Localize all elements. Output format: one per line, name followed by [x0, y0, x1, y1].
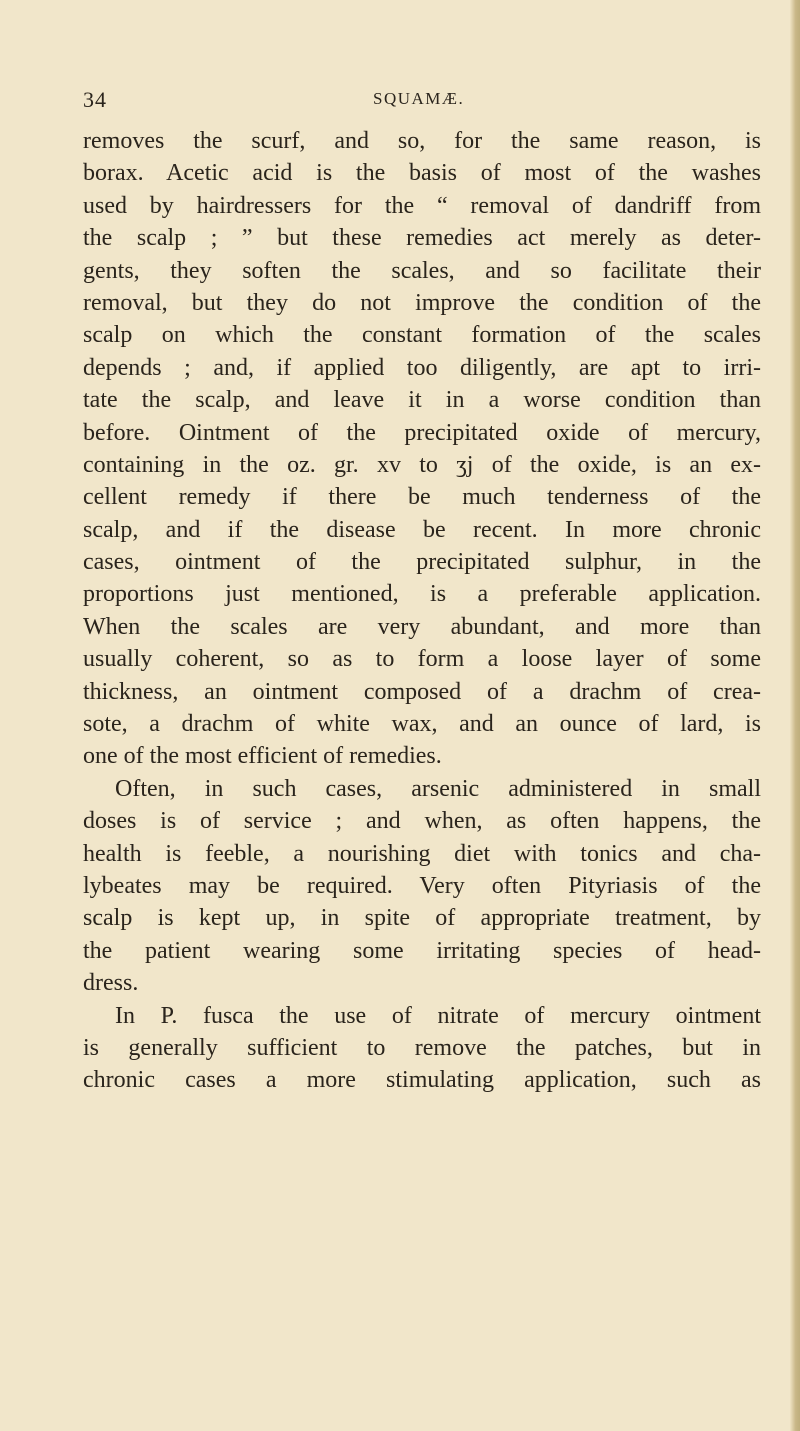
text-line: used by hairdressers for the “ removal of dandriff from — [83, 192, 761, 219]
text-line: lybeates may be required. Very often Pityriasis of the — [83, 872, 761, 899]
text-line: cases, ointment of the precipitated sulphur, in the — [83, 549, 761, 576]
text-line: tate the scalp, and leave it in a worse condition than — [83, 387, 761, 414]
text-line: usually coherent, so as to form a loose layer of some — [83, 646, 761, 673]
text-line: thickness, an ointment composed of a drachm of crea- — [83, 678, 761, 705]
text-line: chronic cases a more stimulating application, such as — [83, 1067, 761, 1094]
text-line: removal, but they do not improve the condition of the — [83, 289, 761, 316]
text-line: When the scales are very abundant, and more than — [83, 613, 761, 640]
text-line: is generally sufficient to remove the patches, but in — [83, 1034, 761, 1061]
text-line: proportions just mentioned, is a preferable application. — [83, 581, 761, 608]
text-line: borax. Acetic acid is the basis of most of the washes — [83, 160, 761, 187]
paragraph-end-line: one of the most efficient of remedies. — [83, 743, 442, 770]
text-line: containing in the oz. gr. xv to ʒj of the oxide, is an ex- — [83, 451, 761, 478]
text-line: removes the scurf, and so, for the same reason, is — [83, 128, 761, 154]
page-header — [83, 87, 743, 117]
text-line: gents, they soften the scales, and so facilitate their — [83, 257, 761, 284]
text-line: cellent remedy if there be much tenderness of the — [83, 484, 761, 511]
paragraph-start-line: In P. fusca the use of nitrate of mercury ointment — [115, 1002, 761, 1029]
text-line: scalp is kept up, in spite of appropriate treatment, by — [83, 905, 761, 932]
text-line: health is feeble, a nourishing diet with tonics and cha- — [83, 840, 761, 867]
text-line: the patient wearing some irritating species of head- — [83, 937, 761, 964]
text-line: before. Ointment of the precipitated oxide of mercury, — [83, 419, 761, 446]
page-edge-shadow — [790, 0, 800, 1431]
running-head: SQUAMÆ. — [373, 89, 465, 108]
text-line: scalp on which the constant formation of the scales — [83, 322, 761, 349]
text-line: scalp, and if the disease be recent. In more chronic — [83, 516, 761, 543]
text-line: sote, a drachm of white wax, and an ounce of lard, is — [83, 711, 761, 738]
text-line: depends ; and, if applied too diligently, are apt to irri- — [83, 354, 761, 381]
text-line: the scalp ; ” but these remedies act merely as deter- — [83, 225, 761, 252]
page-number: 34 — [83, 87, 107, 112]
body-text — [83, 125, 761, 1097]
paragraph-end-line: dress. — [83, 970, 139, 997]
paragraph-start-line: Often, in such cases, arsenic administered in small — [115, 775, 761, 802]
text-line: doses is of service ; and when, as often happens, the — [83, 808, 761, 835]
